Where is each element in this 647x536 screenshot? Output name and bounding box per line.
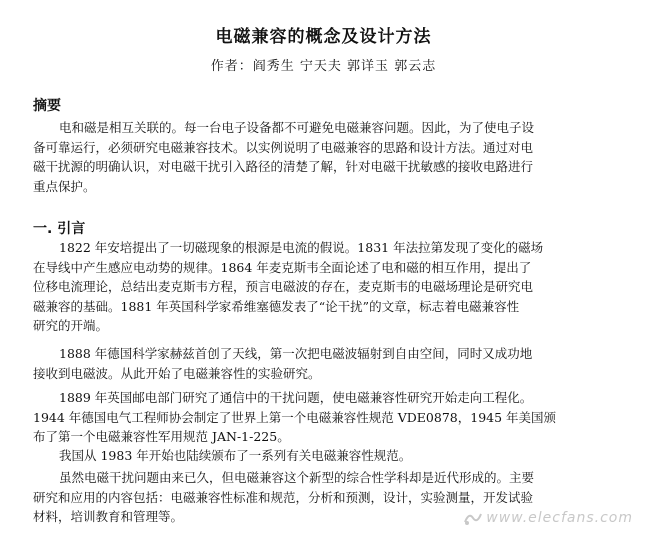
paragraph-line: 1944 年德国电气工程师协会制定了世界上第一个电磁兼容性规范 VDE0878，1945 年美国颁 [33, 409, 557, 425]
abstract-heading: 摘要 [33, 98, 61, 114]
abstract-paragraph [33, 118, 593, 196]
paragraph-line: 1822 年安培提出了一切磁现象的根源是电流的假说。1831 年法拉第发现了变化的磁场 [59, 240, 544, 255]
paragraph-line: 研究的开端。 [33, 318, 109, 333]
intro-paragraph-2 [33, 344, 593, 383]
document-title: 电磁兼容的概念及设计方法 [215, 27, 432, 47]
intro-paragraph-3 [33, 388, 593, 447]
abstract-line: 重点保护。 [33, 178, 96, 194]
paragraph-line: 研究和应用的内容包括：电磁兼容性标准和规范，分析和预测，设计，实验测量，开发试验 [33, 489, 534, 505]
abstract-line: 电和磁是相互关联的。每一台电子设备都不可避免电磁兼容问题。因此，为了使电子设 [59, 120, 535, 135]
document-authors: 作者：阎秀生 宁天夫 郭详玉 郭云志 [210, 59, 437, 74]
paragraph-line: 在导线中产生感应电动势的规律。1864 年麦克斯韦全面论述了电和磁的相互作用，提出了 [33, 259, 532, 275]
paragraph-line: 位移电流理论，总结出麦克斯韦方程，预言电磁波的存在，麦克斯韦的电磁场理论是研究电 [33, 279, 534, 294]
paragraph-line: 布了第一个电磁兼容性军用规范 JAN-1-225。 [33, 429, 290, 444]
intro-paragraph-1 [33, 238, 593, 336]
section-heading: 一. 引言 [33, 221, 86, 237]
abstract-line: 备可靠运行，必须研究电磁兼容技术。以实例说明了电磁兼容的思路和设计方法。通过对电 [33, 139, 534, 155]
watermark-text: www.elecfans.com [486, 510, 633, 526]
paragraph-line: 1889 年英国邮电部门研究了通信中的干扰问题，使电磁兼容性研究开始走向工程化。 [59, 390, 533, 405]
elecfans-logo-icon [463, 510, 483, 526]
intro-paragraph-4 [33, 446, 593, 466]
paragraph-line: 磁兼容的基础。1881 年英国科学家希维塞德发表了“论干扰”的文章，标志着电磁兼容性 [33, 298, 520, 314]
watermark [463, 510, 633, 526]
paragraph-line: 虽然电磁干扰问题由来已久，但电磁兼容这个新型的综合性学科却是近代形成的。主要 [59, 470, 535, 485]
paragraph-line: 材料，培训教育和管理等。 [33, 509, 184, 524]
abstract-line: 磁干扰源的明确认识，对电磁干扰引入路径的清楚了解，针对电磁干扰敏感的接收电路进行 [33, 159, 534, 174]
paragraph-line: 我国从 1983 年开始也陆续颁布了一系列有关电磁兼容性规范。 [59, 448, 412, 463]
paragraph-line: 接收到电磁波。从此开始了电磁兼容性的实验研究。 [33, 365, 321, 381]
paragraph-line: 1888 年德国科学家赫兹首创了天线，第一次把电磁波辐射到自由空间，同时又成功地 [59, 346, 533, 361]
